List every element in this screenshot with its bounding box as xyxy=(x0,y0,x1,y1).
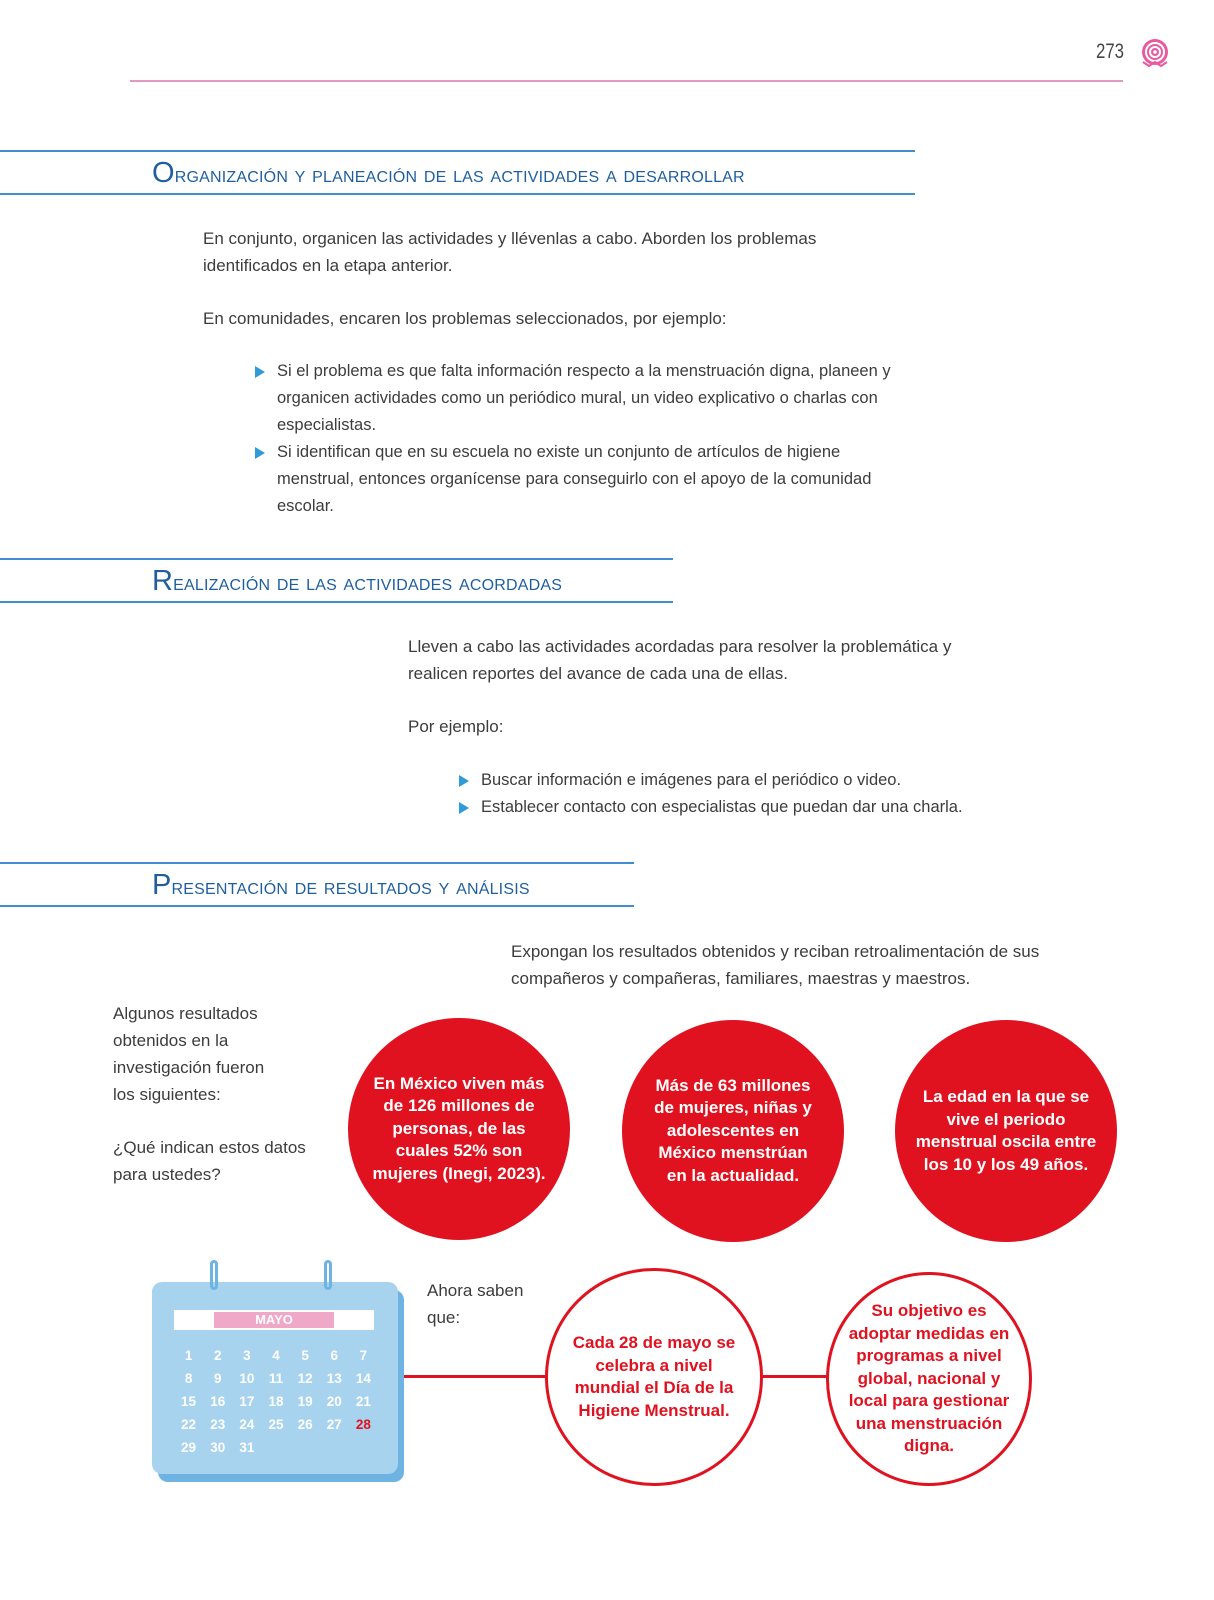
calendar-day: 24 xyxy=(239,1417,255,1432)
calendar-day: 14 xyxy=(355,1371,371,1386)
calendar-day: 23 xyxy=(210,1417,226,1432)
calendar-day: 16 xyxy=(210,1394,226,1409)
calendar-day: 12 xyxy=(297,1371,313,1386)
calendar-day: 2 xyxy=(213,1348,222,1363)
side-text: Algunos resultados obtenidos en la investigación fueron los siguientes: xyxy=(113,1004,265,1104)
list-item xyxy=(459,794,1019,821)
list-item xyxy=(255,358,915,439)
calendar-day: 20 xyxy=(326,1394,342,1409)
calendar-day: 31 xyxy=(239,1440,255,1455)
bullet-list xyxy=(255,358,915,520)
calendar-day: 27 xyxy=(326,1417,342,1432)
calendar-day: 21 xyxy=(355,1394,371,1409)
calendar-day: 3 xyxy=(243,1348,251,1363)
bullet-triangle-icon xyxy=(459,802,469,814)
connector-line xyxy=(404,1375,546,1378)
calendar-day: 5 xyxy=(301,1348,309,1363)
section-rule-bottom xyxy=(0,193,915,195)
fact-text: En México viven más de 126 millones de personas, de las cuales 52% son mujeres (Inegi, 2023). xyxy=(372,1073,546,1183)
calendar-day: 9 xyxy=(213,1371,222,1386)
fact-circle xyxy=(348,1018,570,1240)
section-rule-bottom xyxy=(0,905,634,907)
bullet-triangle-icon xyxy=(459,775,469,787)
fact-circle xyxy=(622,1020,844,1242)
calendar-month: MAYO xyxy=(214,1312,334,1328)
calendar-day: 7 xyxy=(359,1348,368,1363)
calendar-day: 29 xyxy=(181,1440,197,1455)
calendar-day: 22 xyxy=(181,1417,197,1432)
now-know-text: Ahora saben que: xyxy=(427,1281,524,1327)
list-item xyxy=(459,767,1019,794)
section-rule-bottom xyxy=(0,601,673,603)
paragraph: Por ejemplo: xyxy=(408,717,504,736)
paragraph: En comunidades, encaren los problemas seleccionados, por ejemplo: xyxy=(203,309,727,328)
calendar-day: 8 xyxy=(184,1371,193,1386)
calendar-day: 25 xyxy=(268,1417,284,1432)
fact-text: La edad en la que se vive el periodo menstrual oscila entre los 10 y los 49 años. xyxy=(915,1087,1097,1174)
calendar-day: 15 xyxy=(181,1394,197,1409)
calendar-day: 30 xyxy=(210,1440,226,1455)
calendar-ring xyxy=(324,1260,332,1290)
paragraph: Lleven a cabo las actividades acordadas para resolver la problemática y realicen reportes del avance de cada una de ellas. xyxy=(408,637,952,683)
question-text: ¿Qué indican estos datos para ustedes? xyxy=(113,1138,306,1184)
flower-ornament-icon xyxy=(1140,36,1170,68)
calendar-day: 11 xyxy=(268,1371,284,1386)
calendar-day: 13 xyxy=(326,1371,342,1386)
section-title: Organización y planeación de las actividades a desarrollar xyxy=(152,157,745,189)
page-number: 273 xyxy=(1096,40,1125,63)
section-title: Presentación de resultados y análisis xyxy=(152,869,530,901)
ring-fact-circle xyxy=(826,1272,1032,1486)
list-item xyxy=(255,439,915,520)
calendar-day: 28 xyxy=(355,1417,371,1432)
calendar-day: 17 xyxy=(239,1394,255,1409)
calendar-day: 18 xyxy=(268,1394,284,1409)
calendar-day: 10 xyxy=(239,1371,255,1386)
list-item-text: Si identifican que en su escuela no existe un conjunto de artículos de higiene menstrual, entonces organícense para conseguirlo con el apoyo de la comunidad escolar. xyxy=(277,443,872,515)
list-item-text: Si el problema es que falta información respecto a la menstruación digna, planeen y organicen actividades como un periódico mural, un video explicativo o charlas con especialistas. xyxy=(277,362,891,434)
calendar-day: 4 xyxy=(272,1348,280,1363)
section-rule-top xyxy=(0,150,915,152)
calendar-icon xyxy=(152,1282,404,1482)
calendar-grid xyxy=(174,1346,378,1458)
ring-fact-circle xyxy=(545,1268,763,1486)
list-item-text: Establecer contacto con especialistas que puedan dar una charla. xyxy=(481,798,963,816)
section-title: Realización de las actividades acordadas xyxy=(152,565,563,597)
calendar-day: 19 xyxy=(297,1394,313,1409)
bullet-triangle-icon xyxy=(255,447,265,459)
calendar-day: 26 xyxy=(297,1417,313,1432)
bullet-list xyxy=(459,767,1019,821)
section-rule-top xyxy=(0,558,673,560)
fact-text: Más de 63 millones de mujeres, niñas y adolescentes en México menstrúan en la actualidad. xyxy=(654,1075,812,1185)
connector-line xyxy=(762,1375,830,1378)
intro-paragraph: Expongan los resultados obtenidos y reciban retroalimentación de sus compañeros y compañeras, familiares, maestras y maestros. xyxy=(511,942,1040,988)
calendar-header xyxy=(174,1310,374,1330)
list-item-text: Buscar información e imágenes para el periódico o video. xyxy=(481,771,902,789)
header-rule xyxy=(130,80,1123,82)
calendar-day: 1 xyxy=(184,1348,193,1363)
bullet-triangle-icon xyxy=(255,366,265,378)
ring-fact-text: Cada 28 de mayo se celebra a nivel mundial el Día de la Higiene Menstrual. xyxy=(572,1333,736,1420)
paragraph: En conjunto, organicen las actividades y llévenlas a cabo. Aborden los problemas identificados en la etapa anterior. xyxy=(203,229,817,275)
calendar-ring xyxy=(210,1260,218,1290)
fact-circle xyxy=(895,1020,1117,1242)
ring-fact-text: Su objetivo es adoptar medidas en programas a nivel global, nacional y local para gestionar una menstruación digna. xyxy=(848,1301,1010,1456)
section-rule-top xyxy=(0,862,634,864)
calendar-day: 6 xyxy=(330,1348,339,1363)
